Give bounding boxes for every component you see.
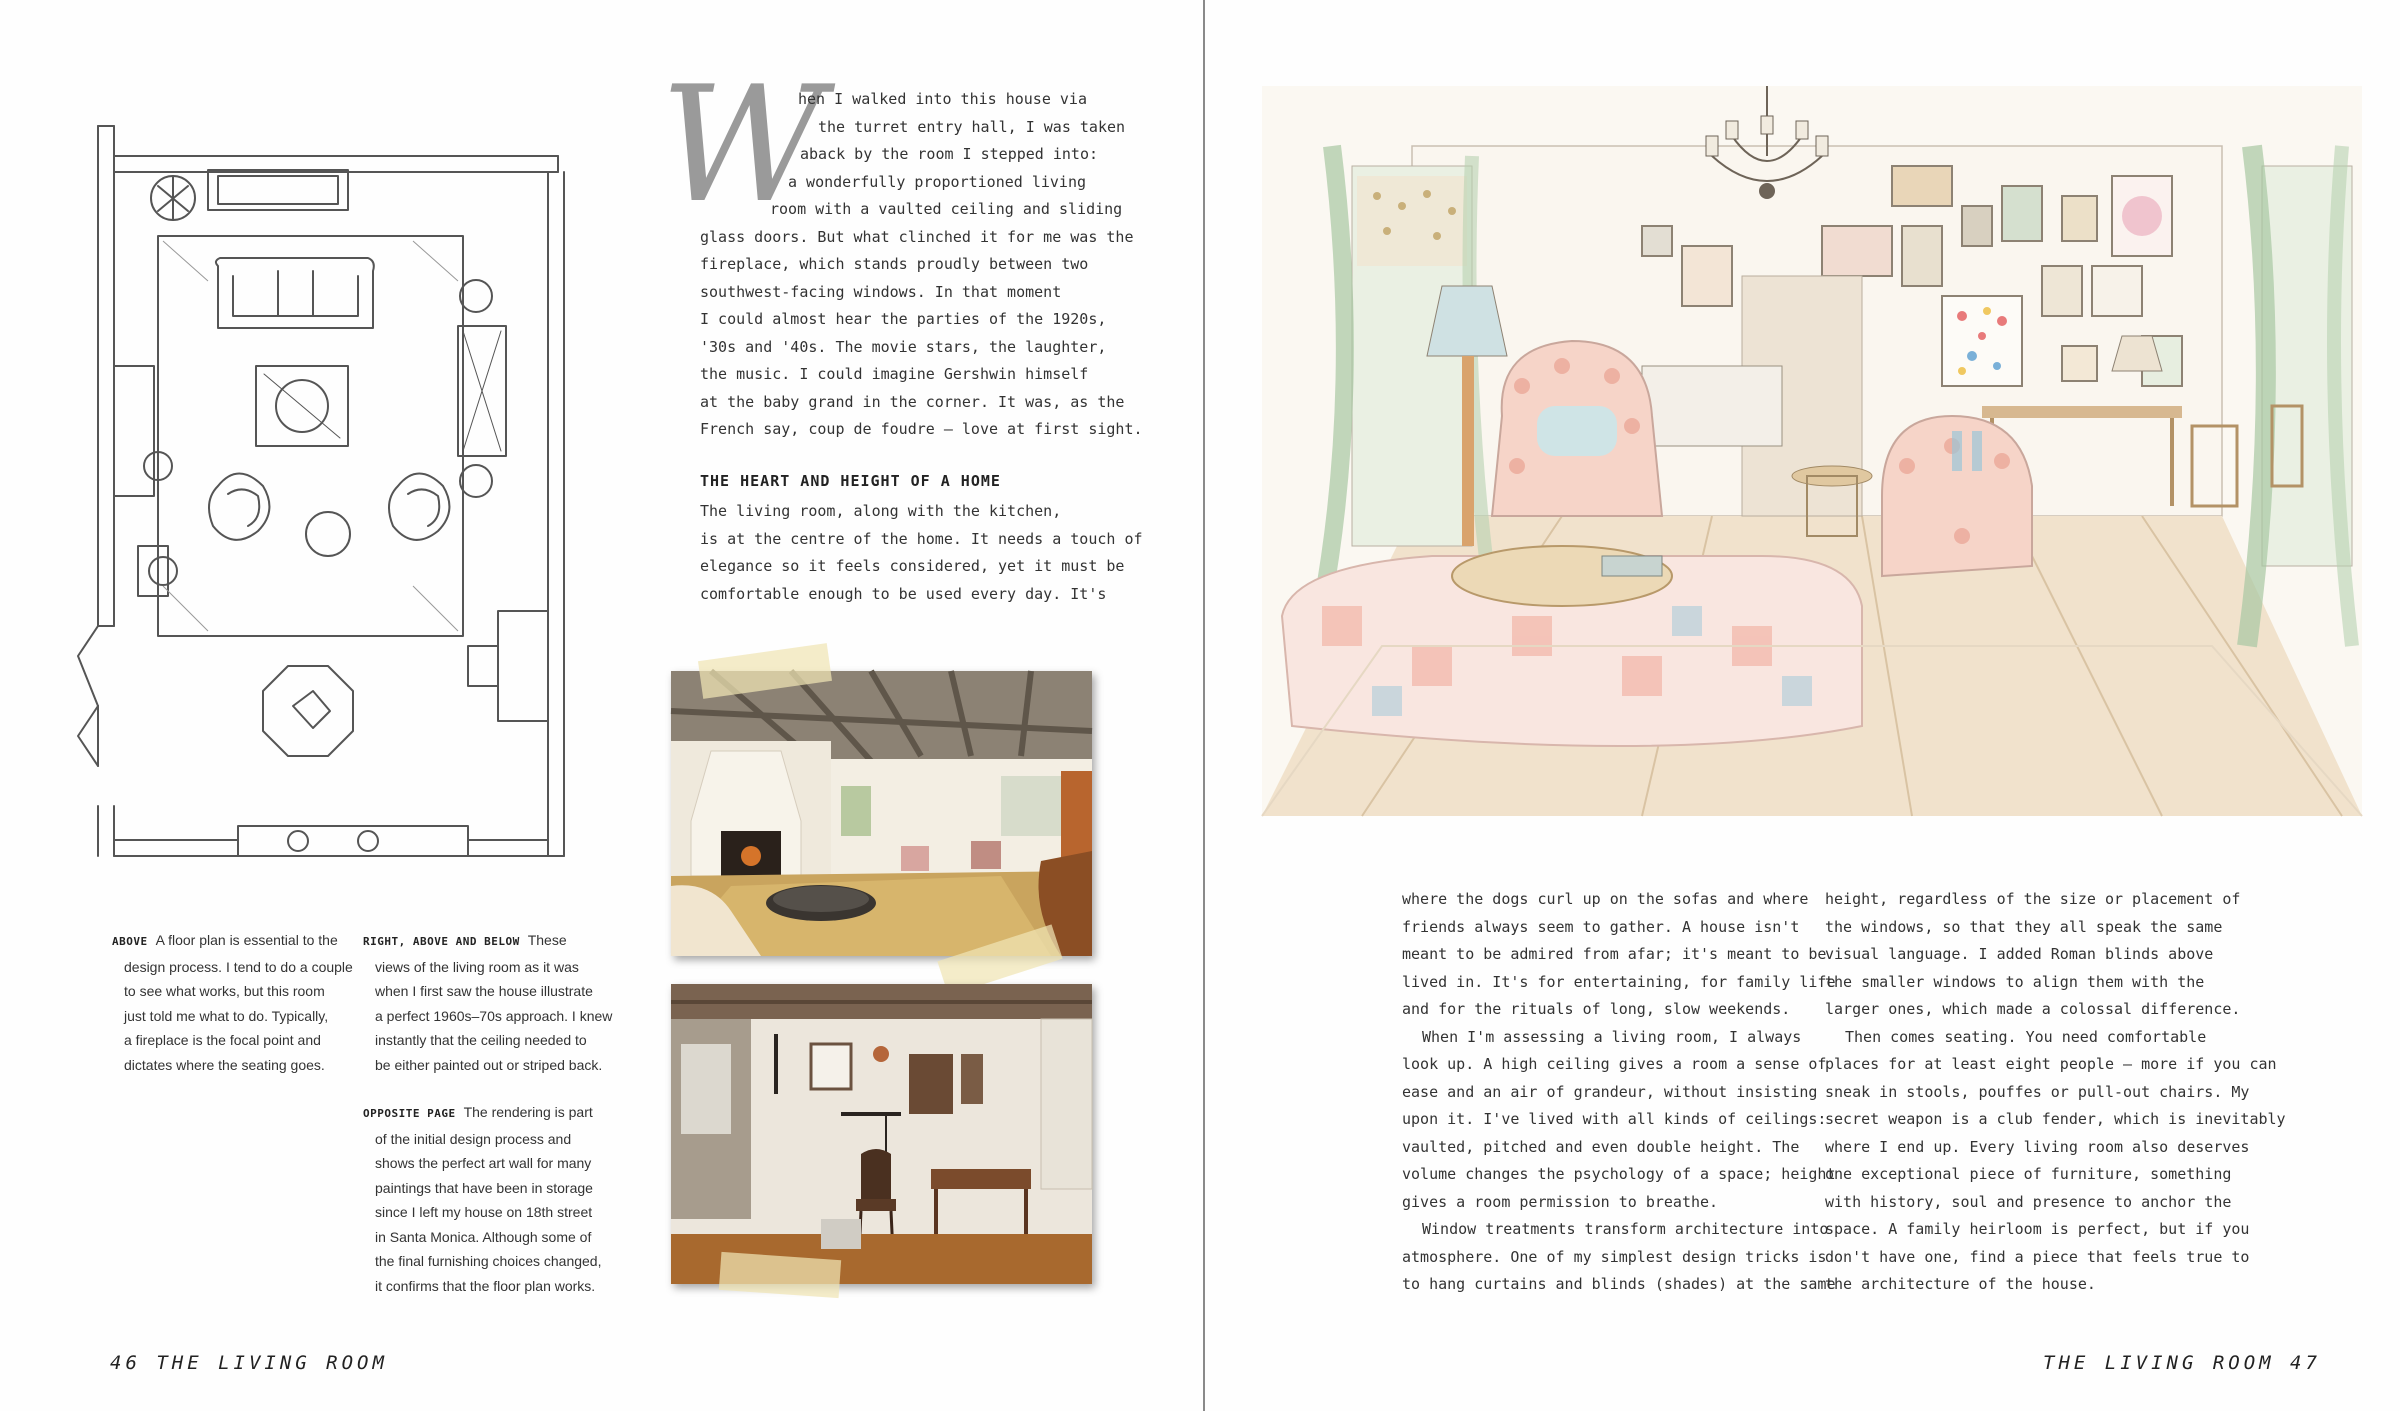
text-line: where I end up. Every living room also deserves <box>1825 1137 2250 1156</box>
text-line: volume changes the psychology of a space; height <box>1402 1165 1836 1183</box>
text-line: with history, soul and presence to anchor the <box>1825 1192 2232 1211</box>
text-line: the smaller windows to align them with the <box>1825 972 2205 991</box>
text-line: upon it. I've lived with all kinds of ceilings: <box>1402 1110 1827 1128</box>
caption-text: These <box>527 932 567 948</box>
text-line: secret weapon is a club fender, which is inevitably <box>1825 1110 2286 1128</box>
caption-text: design process. I tend to do a couple <box>124 958 353 975</box>
text-line: larger ones, which made a colossal difference. <box>1825 1000 2241 1018</box>
text-line: to hang curtains and blinds (shades) at the same <box>1402 1275 1836 1293</box>
caption-text: in Santa Monica. Although some of <box>375 1228 592 1245</box>
text-line: at the baby grand in the corner. It was, as the <box>700 392 1125 411</box>
text-line: one exceptional piece of furniture, something <box>1825 1165 2232 1183</box>
caption-text: paintings that have been in storage <box>375 1179 593 1196</box>
text-line: where the dogs curl up on the sofas and where <box>1402 890 1809 908</box>
text-line: meant to be admired from afar; it's meant to be <box>1402 945 1827 963</box>
caption-text: be either painted out or striped back. <box>375 1056 603 1073</box>
drop-cap-text: W <box>660 51 825 238</box>
text-line: southwest-facing windows. In that moment <box>700 282 1062 301</box>
text-line: the music. I could imagine Gershwin himself <box>700 365 1089 383</box>
caption-right <box>363 928 612 1077</box>
right-page <box>1205 0 2400 1411</box>
text-line: elegance so it feels considered, yet it must be <box>700 557 1125 575</box>
text-line: sneak in stools, pouffes or pull-out chairs. My <box>1825 1082 2250 1101</box>
text-line: vaulted, pitched and even double height. The <box>1402 1137 1800 1156</box>
text-line: look up. A high ceiling gives a room a sense of <box>1402 1055 1827 1073</box>
text-line: When I'm assessing a living room, I always <box>1422 1027 1802 1046</box>
text-line: aback by the room I stepped into: <box>800 145 1099 163</box>
caption-text: a fireplace is the focal point and <box>124 1032 321 1048</box>
text-line: atmosphere. One of my simplest design tricks is <box>1402 1247 1827 1266</box>
text-line: gives a room permission to breathe. <box>1402 1192 1719 1211</box>
text-line: room with a vaulted ceiling and sliding <box>770 200 1123 218</box>
body-column-2 <box>1825 886 2286 1299</box>
caption-text: to see what works, but this room <box>124 983 325 999</box>
living-room-photo-art-wall <box>671 984 1092 1284</box>
text-line: don't have one, find a piece that feels true to <box>1825 1247 2250 1266</box>
caption-text: when I first saw the house illustrate <box>375 983 593 999</box>
text-line: '30s and '40s. The movie stars, the laughter, <box>700 337 1107 356</box>
text-line: a wonderfully proportioned living <box>788 172 1087 191</box>
text-line: Window treatments transform architecture into <box>1422 1220 1829 1238</box>
text-line: visual language. I added Roman blinds above <box>1825 945 2214 963</box>
caption-text: A floor plan is essential to the <box>155 932 338 948</box>
intro-paragraph <box>700 86 1143 444</box>
caption-text: the final furnishing choices changed, <box>375 1253 602 1269</box>
caption-label: RIGHT, ABOVE AND BELOW <box>363 935 520 948</box>
text-line: and for the rituals of long, slow weekends. <box>1402 1000 1791 1018</box>
text-line: ease and an air of grandeur, without insisting <box>1402 1082 1818 1101</box>
text-line: places for at least eight people – more if you can <box>1825 1055 2277 1073</box>
text-line: hen I walked into this house via <box>798 90 1087 108</box>
text-line: Then comes seating. You need comfortable <box>1845 1027 2207 1046</box>
caption-opposite-page <box>363 1100 601 1298</box>
caption-label: OPPOSITE PAGE <box>363 1107 456 1120</box>
text-line: is at the centre of the home. It needs a touch of <box>700 529 1143 548</box>
caption-text: a perfect 1960s–70s approach. I knew <box>375 1007 613 1024</box>
text-line: the architecture of the house. <box>1825 1275 2096 1293</box>
section-heading: THE HEART AND HEIGHT OF A HOME <box>700 472 1001 490</box>
text-line: French say, coup de foudre – love at first sight. <box>700 420 1143 438</box>
body-column-1 <box>1402 886 1836 1299</box>
caption-text: since I left my house on 18th street <box>375 1204 593 1220</box>
photo-tape <box>719 1252 841 1298</box>
section-paragraph <box>700 498 1143 608</box>
text-line: the turret entry hall, I was taken <box>818 117 1126 136</box>
text-line: glass doors. But what clinched it for me was the <box>700 227 1134 246</box>
floor-plan-sketch <box>68 66 608 946</box>
living-room-rendering <box>1262 86 2362 816</box>
caption-text: it confirms that the floor plan works. <box>375 1277 596 1294</box>
text-line: lived in. It's for entertaining, for family life <box>1402 972 1836 991</box>
text-line: friends always seem to gather. A house isn't <box>1402 917 1800 936</box>
folio-right: THE LIVING ROOM 47 <box>2043 1352 2321 1374</box>
text-line: comfortable enough to be used every day. It's <box>700 584 1107 603</box>
folio-left: 46 THE LIVING ROOM <box>110 1352 388 1374</box>
caption-text: The rendering is part <box>463 1104 593 1120</box>
text-line: space. A family heirloom is perfect, but if you <box>1825 1220 2250 1238</box>
text-line: fireplace, which stands proudly between two <box>700 255 1089 273</box>
caption-text: of the initial design process and <box>375 1130 572 1147</box>
text-line: I could almost hear the parties of the 1920s, <box>700 310 1107 328</box>
caption-text: dictates where the seating goes. <box>124 1056 325 1073</box>
caption-text: views of the living room as it was <box>375 958 579 975</box>
text-line: The living room, along with the kitchen, <box>700 502 1062 520</box>
caption-text: shows the perfect art wall for many <box>375 1155 592 1171</box>
text-line: the windows, so that they all speak the same <box>1825 917 2223 936</box>
text-line: height, regardless of the size or placement of <box>1825 890 2241 908</box>
caption-text: just told me what to do. Typically, <box>124 1007 329 1024</box>
caption-above <box>112 928 353 1077</box>
caption-label: ABOVE <box>112 935 148 948</box>
living-room-photo-fireplace <box>671 671 1092 956</box>
caption-text: instantly that the ceiling needed to <box>375 1032 587 1048</box>
